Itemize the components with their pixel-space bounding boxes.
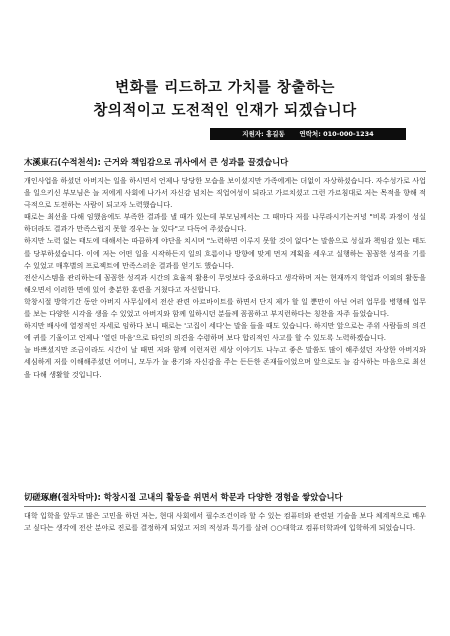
paragraph: 늘 바쁘셨지만 조금이라도 시간이 날 때면 저와 함께 이런저런 세상 이야기도 나누고 좋은 말씀도 많이 해주셨던 자상한 아버지와 세심하게 저를 이해해주셨던 어머니, 모두가 늘 용기와 자신감을 주는 든든한 존재들이었으며 앞으로도 늘 감사하는 마음으로 최선을 다해 생활할 것입니다. [24, 345, 426, 379]
document-title [0, 78, 450, 121]
paragraph: 개인사업을 하셨던 아버지는 일을 하시면서 언제나 당당한 모습을 보이셨지만 가족에게는 더없이 자상하셨습니다. 자수성가로 사업을 일으키신 부모님은 늘 저에게 사회에 나가서 자신감 넘치는 직업여성이 되라고 가르치셨고 그런 가르침대로 저는 목적을 향해 적극적으로 도전하는 사람이 되고자 노력했습니다. [24, 176, 426, 210]
paragraph: 때로는 최선을 다해 임했음에도 부족한 결과를 낼 때가 있는데 부모님께서는 그 때마다 저를 나무라시기는커녕 "비록 과정이 성실하더라도 결과가 만족스럽지 못할 경우는 늘 있다"고 다독여 주셨습니다. [24, 212, 426, 234]
section-1 [24, 156, 426, 381]
phone-label: 연락처: [299, 130, 321, 138]
paragraph: 대학 입학을 앞두고 많은 고민을 하던 저는, 현대 사회에서 필수조건이라 할 수 있는 컴퓨터와 관련된 기술을 보다 체계적으로 배우고 싶다는 생각에 전산 분야로 진로를 결정하게 되었고 저의 적성과 특기를 살려 ○○대학교 컴퓨터학과에 입학하게 되었습니다. [24, 511, 426, 533]
applicant-label: 지원자: [242, 130, 264, 138]
section-body [24, 175, 426, 381]
applicant-name: 홍길동 [266, 130, 285, 138]
section-2 [24, 491, 426, 534]
contact-bar [210, 128, 406, 140]
paragraph: 하지만 노력 없는 태도에 대해서는 따끔하게 야단을 치시며 "노력하면 이루지 못할 것이 없다"는 말씀으로 성실과 책임감 있는 태도를 당부하셨습니다. 이에 저는 어떤 일을 시작하든지 일의 흐름이나 방향에 맞게 먼저 계획을 세우고 실행하는 꼼꼼한 성격을 기를 수 있었고 매후별의 프로젝트에 만족스러운 결과를 얻기도 했습니다. [24, 236, 426, 270]
section-body [24, 510, 426, 534]
paragraph: 하지만 배사에 열정적인 자세로 임하다 보니 때로는 '고집이 세다'는 말을 들을 때도 있습니다. 하지만 앞으로는 주위 사람들의 의견에 귀를 기울이고 언제나 '열린 마음'으로 타인의 의견을 수렴하며 보다 합리적인 사고를 할 수 있도록 노력하겠습니다. [24, 321, 426, 343]
section-heading: 切磋琢磨(절차탁마): 학창시절 고내의 활동을 위면서 학문과 다양한 경험을 쌓았습니다 [24, 491, 426, 507]
phone-number: 010-000-1234 [323, 130, 374, 138]
section-heading: 木溪東石(수적천석): 근거와 책임감으로 귀사에서 큰 성과를 끌겠습니다 [24, 156, 426, 172]
paragraph: 학창시절 방학기간 동안 아버지 사무실에서 전산 관련 아르바이트를 하면서 단지 제가 할 일 뿐만이 아닌 여러 업무를 병행해 업무를 보는 다양한 시각을 생을 수 있었고 아버지와 함께 일하시던 분들께 꼼꼼하고 부지런하다는 칭찬을 자주 들었습니다. [24, 296, 426, 319]
title-line-1: 변화를 리드하고 가치를 창출하는 [115, 80, 335, 96]
title-line-2: 창의적이고 도전적인 인재가 되겠습니다 [93, 103, 357, 119]
paragraph: 전산시스템을 관리하는데 꼼꼼한 성격과 시간의 효율적 활용이 무엇보다 중요하다고 생각하며 저는 현재까지 학업과 이외의 활동을 해오면서 이러한 면에 있어 충분한 훈련을 거쳤다고 자신합니다. [24, 272, 426, 294]
